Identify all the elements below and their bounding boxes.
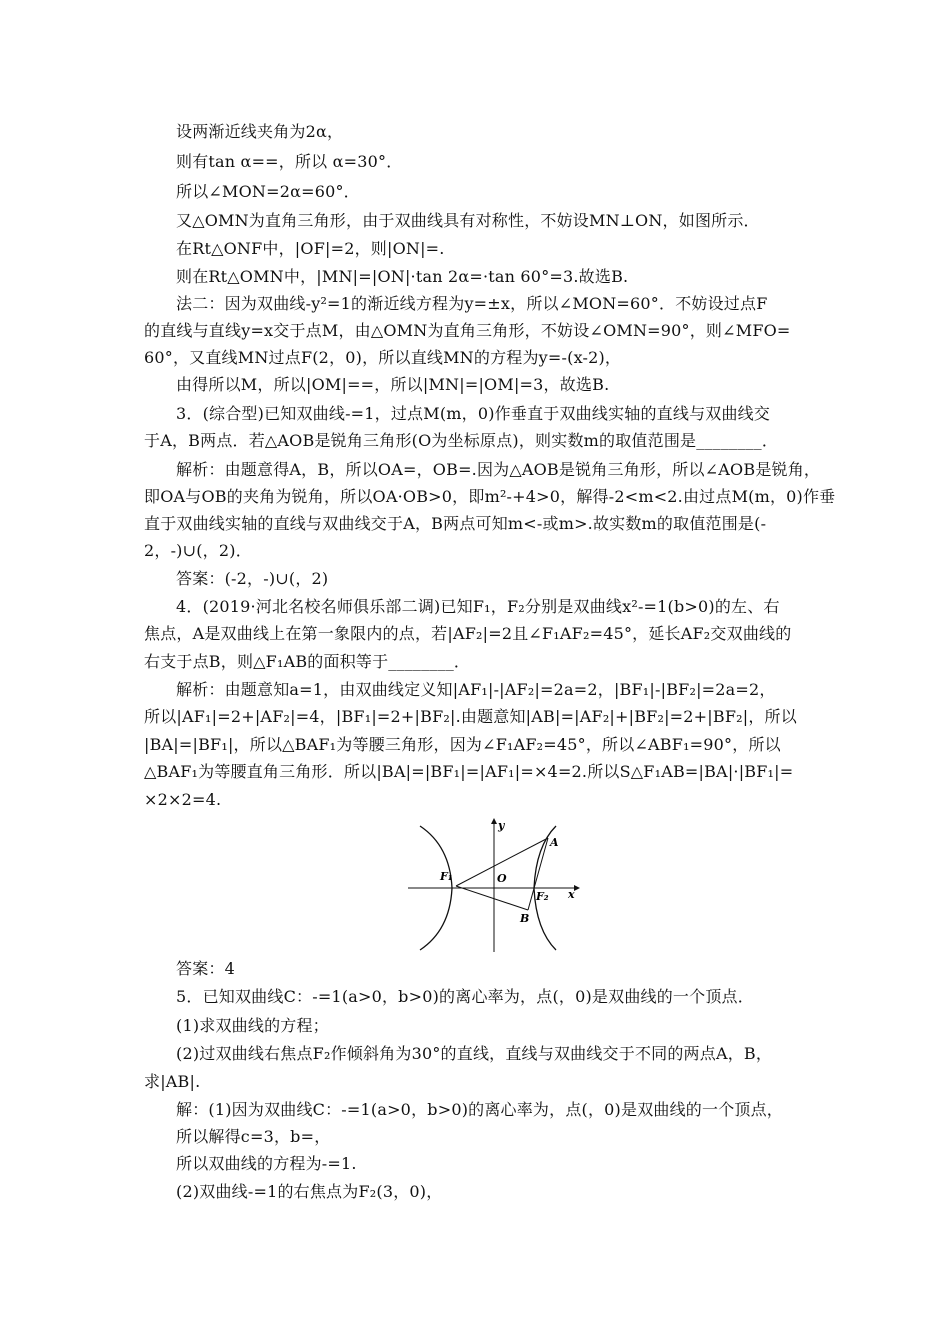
text-line: 由得所以M，所以|OM|==，所以|MN|=|OM|=3，故选B.	[176, 375, 610, 394]
text-line: 在Rt△ONF中，|OF|=2，则|ON|=.	[176, 239, 445, 258]
text-line: (1)求双曲线的方程；	[176, 1016, 329, 1035]
label-f1: F₁	[440, 870, 453, 883]
text-line: 答案：(-2，-)∪(，2)	[176, 569, 329, 588]
text-line: 2，-)∪(，2)．	[144, 541, 252, 560]
text-line: 5．已知双曲线C：-=1(a>0，b>0)的离心率为，点(，0)是双曲线的一个顶点．	[176, 987, 754, 1006]
text-line: 解析：由题意得A，B，所以OA=，OB=.因为△AOB是锐角三角形，所以∠AOB是锐角，	[176, 460, 821, 479]
label-x: x	[568, 888, 575, 901]
text-line: 所以∠MON=2α=60°．	[176, 182, 360, 201]
text-line: (2)过双曲线右焦点F₂作倾斜角为30°的直线，直线与双曲线交于不同的两点A，B，	[176, 1044, 773, 1063]
text-line: 的直线与直线y=x交于点M，由△OMN为直角三角形，不妨设∠OMN=90°，则∠MFO=	[144, 321, 791, 340]
text-line: 解析：由题意知a=1，由双曲线定义知|AF₁|-|AF₂|=2a=2，|BF₁|-|BF₂|=2a=2，	[176, 680, 776, 699]
text-line: 所以|AF₁|=2+|AF₂|=4，|BF₁|=2+|BF₂|.由题意知|AB|=|AF₂|+|BF₂|=2+|BF₂|，所以	[144, 707, 797, 726]
x-axis-arrow	[574, 885, 580, 891]
text-line: 求|AB|.	[144, 1072, 201, 1091]
text-line: 即OA与OB的夹角为锐角，所以OA·OB>0，即m²-+4>0，解得-2<m<2.由过点M(m，0)作垂	[144, 487, 836, 506]
segment-f1-b	[456, 886, 528, 910]
text-line: 60°，又直线MN过点F(2，0)，所以直线MN的方程为y=-(x-2)，	[144, 348, 622, 367]
hyperbola-figure	[404, 818, 582, 954]
text-line: 于A，B两点．若△AOB是锐角三角形(O为坐标原点)，则实数m的取值范围是________．	[144, 431, 779, 450]
text-line: (2)双曲线-=1的右焦点为F₂(3，0)，	[176, 1182, 443, 1201]
label-o: O	[497, 872, 507, 885]
text-line: 直于双曲线实轴的直线与双曲线交于A，B两点可知m<-或m>.故实数m的取值范围是(-	[144, 514, 767, 533]
text-line: 答案：4	[176, 959, 235, 978]
text-line: 3．(综合型)已知双曲线-=1，过点M(m，0)作垂直于双曲线实轴的直线与双曲线交	[176, 404, 771, 423]
label-f2: F₂	[536, 890, 549, 903]
label-b: B	[520, 912, 530, 925]
text-line: 设两渐近线夹角为2α，	[176, 122, 344, 141]
text-line: 焦点，A是双曲线上在第一象限内的点，若|AF₂|=2且∠F₁AF₂=45°，延长AF₂交双曲线的	[144, 624, 792, 643]
text-line: 则在Rt△OMN中，|MN|=|ON|·tan 2α=·tan 60°=3.故选B.	[176, 267, 629, 286]
label-a: A	[550, 836, 559, 849]
label-y: y	[498, 819, 505, 832]
text-line: 所以双曲线的方程为-=1.	[176, 1154, 357, 1173]
text-line: △BAF₁为等腰直角三角形．所以|BA|=|BF₁|=|AF₁|=×4=2.所以S△F₁AB=|BA|·|BF₁|=	[144, 762, 794, 781]
text-line: 右支于点B，则△F₁AB的面积等于________．	[144, 652, 471, 671]
text-line: 法二：因为双曲线-y²=1的渐近线方程为y=±x，所以∠MON=60°．不妨设过点F	[176, 294, 768, 313]
text-line: |BA|=|BF₁|，所以△BAF₁为等腰三角形，因为∠F₁AF₂=45°，所以∠ABF₁=90°，所以	[144, 735, 781, 754]
y-axis-arrow	[491, 818, 497, 824]
text-line: 则有tan α==，所以 α=30°．	[176, 152, 403, 171]
text-line: 又△OMN为直角三角形，由于双曲线具有对称性，不妨设MN⊥ON，如图所示．	[176, 211, 760, 230]
text-line: 所以解得c=3，b=，	[176, 1127, 331, 1146]
text-line: ×2×2=4.	[144, 790, 222, 809]
text-line: 解：(1)因为双曲线C：-=1(a>0，b>0)的离心率为，点(，0)是双曲线的一个顶点，	[176, 1100, 784, 1119]
text-line: 4．(2019·河北名校名师俱乐部二调)已知F₁，F₂分别是双曲线x²-=1(b>0)的左、右	[176, 597, 780, 616]
